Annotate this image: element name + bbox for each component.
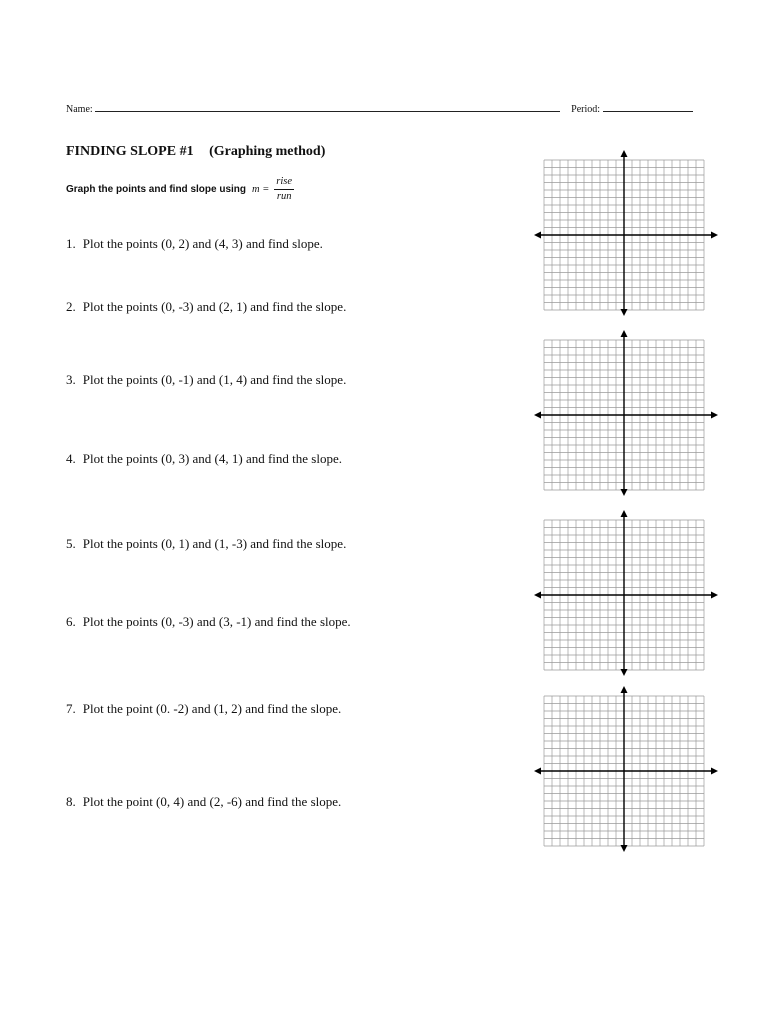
- question-number: 5.: [66, 536, 76, 551]
- arrow-down-icon: [621, 489, 628, 496]
- coordinate-grid-2[interactable]: [534, 330, 718, 496]
- arrow-right-icon: [711, 592, 718, 599]
- question-number: 7.: [66, 701, 76, 716]
- worksheet-title: [66, 144, 325, 160]
- title-main: FINDING SLOPE #1: [66, 144, 194, 159]
- question-number: 2.: [66, 299, 76, 314]
- coordinate-grid-3[interactable]: [534, 510, 718, 676]
- coordinate-grid-1[interactable]: [534, 150, 718, 316]
- question-text: Plot the points (0, 3) and (4, 1) and find the slope.: [82, 451, 342, 466]
- question-text: Plot the points (0, -3) and (2, 1) and find the slope.: [82, 299, 347, 314]
- question-5: [66, 536, 346, 552]
- name-blank[interactable]: [95, 102, 560, 112]
- coordinate-grid-4[interactable]: [534, 686, 718, 852]
- instructions: [66, 176, 294, 203]
- question-text: Plot the points (0, 2) and (4, 3) and find slope.: [82, 236, 323, 251]
- question-8: [66, 794, 341, 810]
- instructions-text: Graph the points and find slope using: [66, 184, 246, 195]
- question-number: 6.: [66, 614, 76, 629]
- question-text: Plot the point (0. -2) and (1, 2) and find the slope.: [82, 701, 342, 716]
- formula-numerator: rise: [274, 176, 294, 190]
- question-text: Plot the point (0, 4) and (2, -6) and find the slope.: [82, 794, 342, 809]
- question-number: 8.: [66, 794, 76, 809]
- slope-formula: [252, 176, 294, 203]
- question-3: [66, 372, 346, 388]
- arrow-right-icon: [711, 412, 718, 419]
- arrow-down-icon: [621, 309, 628, 316]
- arrow-left-icon: [534, 412, 541, 419]
- question-number: 1.: [66, 236, 76, 251]
- question-number: 3.: [66, 372, 76, 387]
- arrow-up-icon: [621, 330, 628, 337]
- question-4: [66, 451, 342, 467]
- arrow-right-icon: [711, 768, 718, 775]
- arrow-left-icon: [534, 592, 541, 599]
- formula-denominator: run: [276, 191, 292, 202]
- name-label: Name:: [66, 104, 93, 115]
- period-blank[interactable]: [603, 102, 693, 112]
- question-text: Plot the points (0, -1) and (1, 4) and find the slope.: [82, 372, 347, 387]
- question-text: Plot the points (0, 1) and (1, -3) and find the slope.: [82, 536, 347, 551]
- formula-fraction: [274, 176, 294, 203]
- formula-lhs: m =: [252, 184, 270, 195]
- question-1: [66, 236, 323, 252]
- arrow-left-icon: [534, 232, 541, 239]
- arrow-right-icon: [711, 232, 718, 239]
- question-7: [66, 701, 341, 717]
- question-2: [66, 299, 346, 315]
- title-sub: (Graphing method): [209, 144, 326, 159]
- period-label: Period:: [571, 104, 601, 115]
- question-number: 4.: [66, 451, 76, 466]
- arrow-down-icon: [621, 669, 628, 676]
- question-6: [66, 614, 351, 630]
- arrow-up-icon: [621, 686, 628, 693]
- arrow-up-icon: [621, 510, 628, 517]
- arrow-down-icon: [621, 845, 628, 852]
- name-period-line: [66, 102, 693, 115]
- arrow-left-icon: [534, 768, 541, 775]
- arrow-up-icon: [621, 150, 628, 157]
- question-text: Plot the points (0, -3) and (3, -1) and find the slope.: [82, 614, 351, 629]
